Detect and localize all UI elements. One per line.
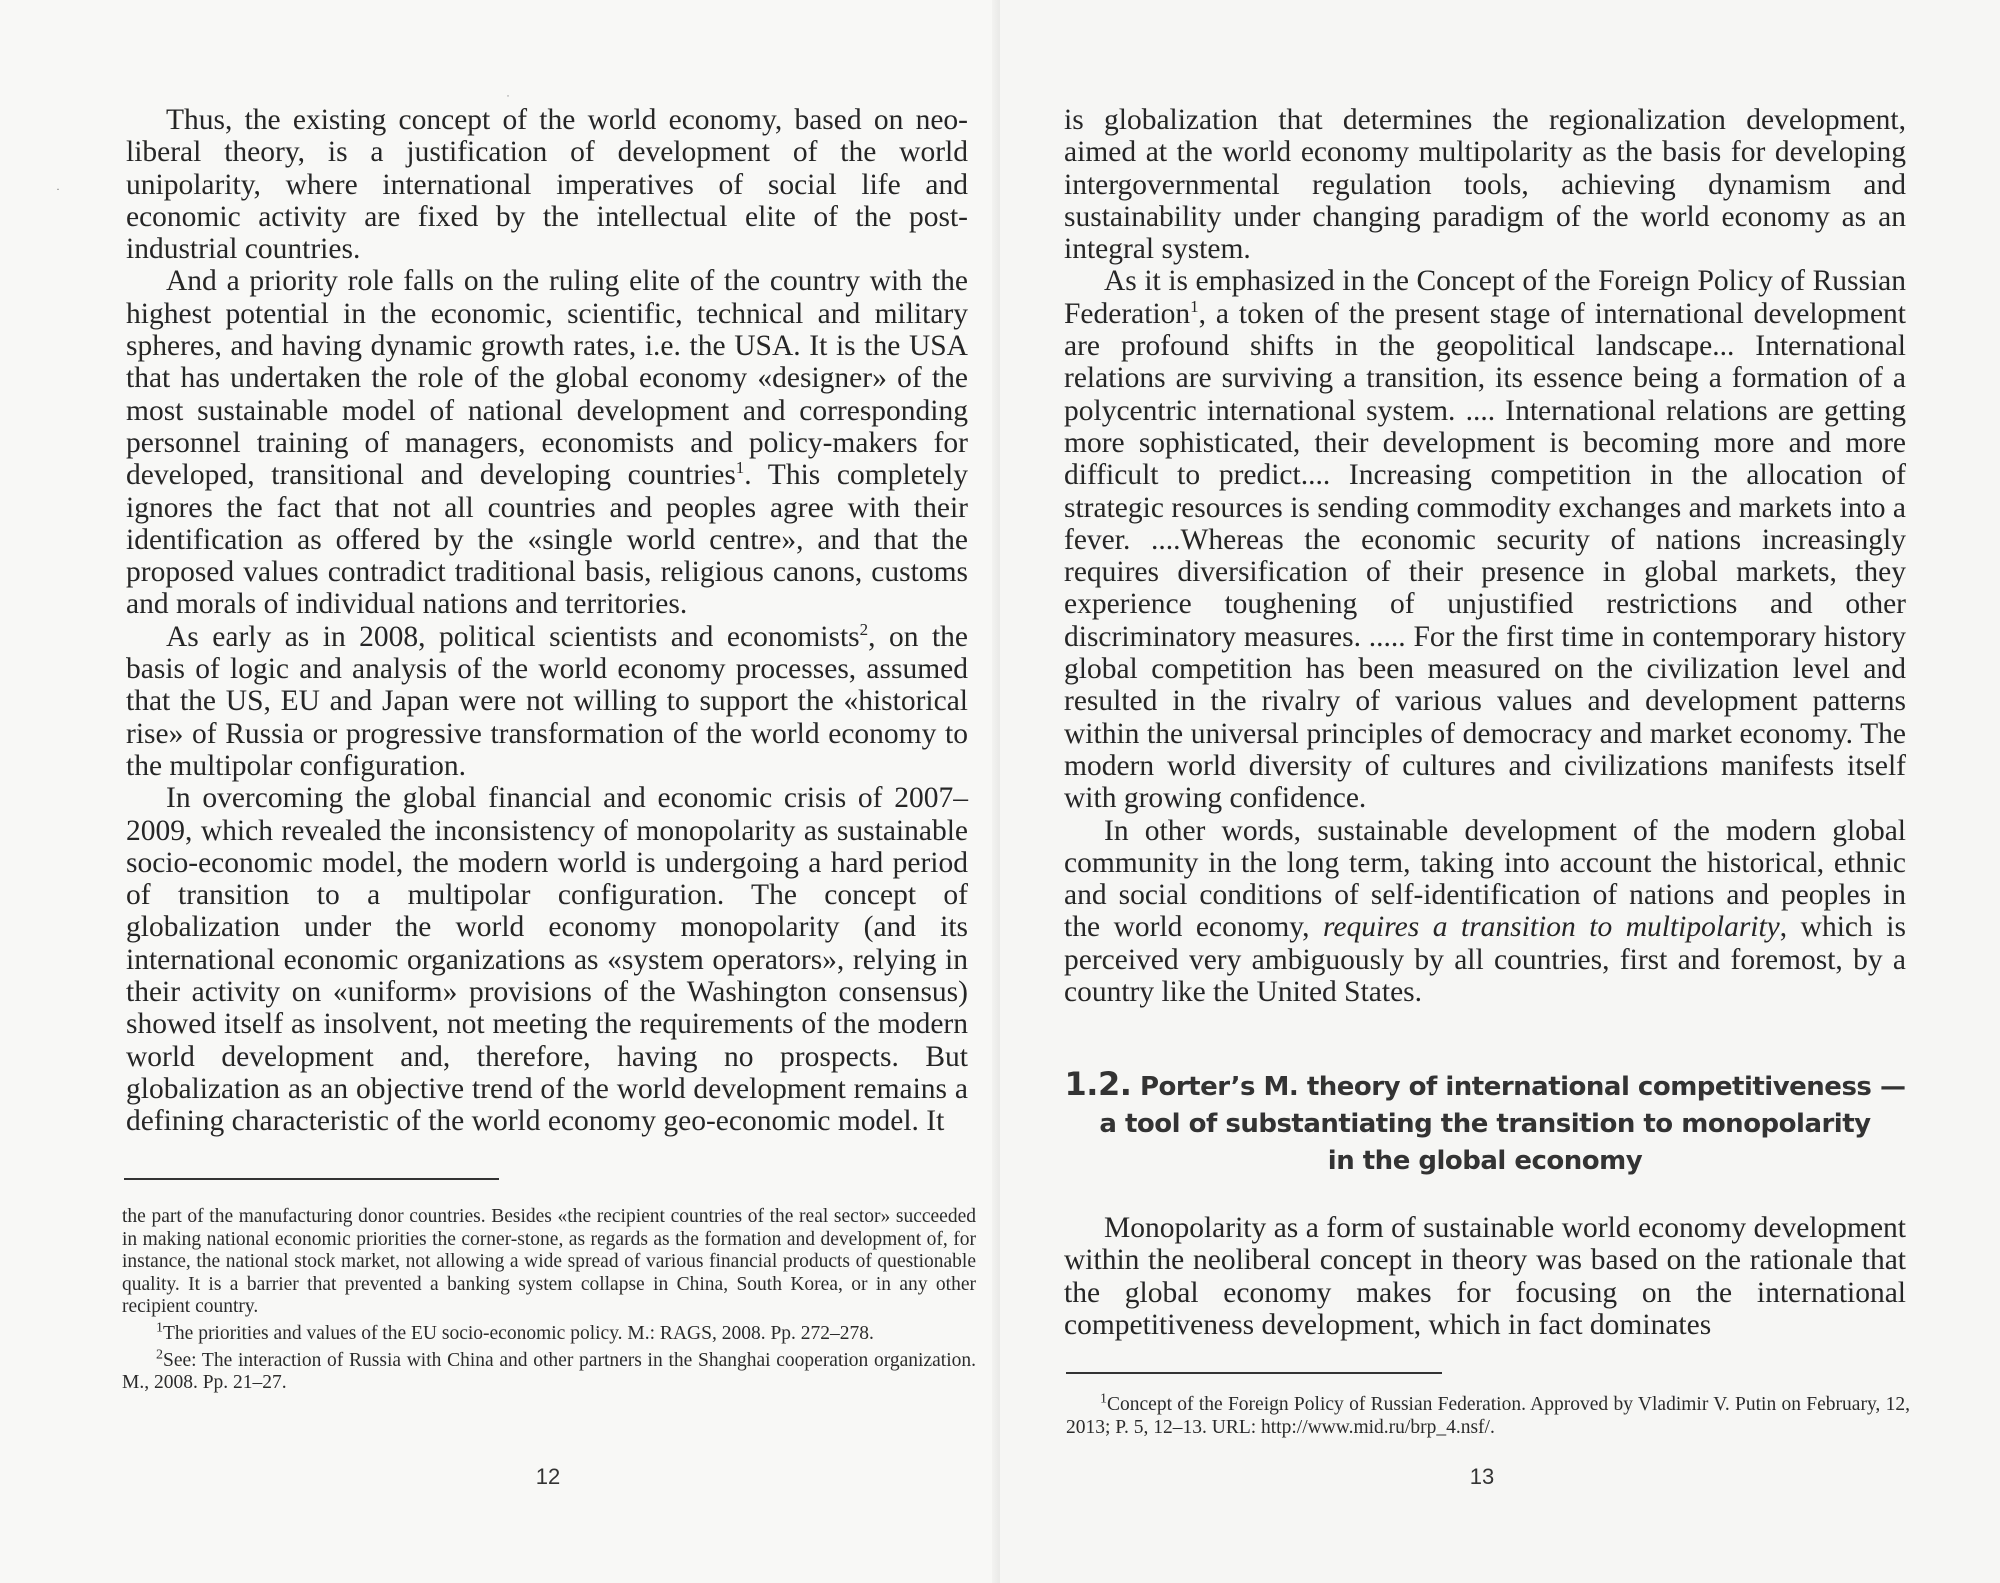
left-body-text [126,104,968,1138]
paragraph: In overcoming the global financial and economic crisis of 2007–2009, which revealed the inconsistency of monopolarity as sustainable socio-economic model, the modern world is undergoing a hard period of transition to a multipolar configuration. The concept of globalization under the world economy monopolarity (and its international economic organizations as «system operators», relying in their activity on «uniform» provisions of the Washington consensus) showed itself as insolvent, not meeting the requirements of the modern world development and, therefore, having no prospects. But globalization as an objective trend of the world development remains a defining characteristic of the world economy geo-economic model. It [126,782,968,1138]
right-footnotes [1066,1391,1910,1439]
scan-speck: ˙ [506,92,510,106]
paragraph: As early as in 2008, political scientists and economists$^2$, on the basis of logic and analysis of the world economy processes, assumed that the US, EU and Japan were not willing to support the «historical rise» of Russia or progressive transformation of the world economy to the multipolar configuration. [126,619,968,782]
footnote-1: $^1$The priorities and values of the EU socio-economic policy. M.: RAGS, 2008. Pp. 272–278. [156,1320,874,1344]
section-heading: 1.2. Porter’s M. theory of international competitiveness — a tool of substantiating the transition to monopolarity in the global economy [1064,1065,1906,1176]
paragraph: Monopolarity as a form of sustainable world economy development within the neoliberal concept in theory was based on the rationale that the global economy makes for focusing on the international competitiveness development, which in fact dominates [1064,1212,1906,1341]
footnote-2: $^2$See: The interaction of Russia with China and other partners in the Shanghai cooperation organization. M., 2008. Pp. 21–27. [122,1347,976,1394]
footnote-continuation: the part of the manufacturing donor countries. Besides «the recipient countries of the real sector» succeeded in making national economic priorities the corner-stone, as regards as the formation and development of, for instance, the national stock market, not allowing a wide spread of various financial products of questionable quality. It is a barrier that prevented a banking system collapse in China, South Korea, or in any other recipient country. [122,1206,976,1318]
footnote-divider [1066,1372,1442,1374]
right-page [1000,0,2000,1583]
scan-speck: · [56,182,60,196]
paragraph: In other words, sustainable development of the modern global community in the long term, taking into account the historical, ethnic and social conditions of self-identification of nations and peoples in the world economy, requires a transition to multipolarity, which is perceived very ambiguously by all countries, first and foremost, by a country like the United States. [1064,814,1906,1009]
footnote-ref: 1 [735,458,745,478]
paragraph: is globalization that determines the regionalization development, aimed at the world economy multipolarity as the basis for developing intergovernmental regulation tools, achieving dynamism and sustainability under changing paradigm of the world economy as an integral system. [1064,104,1906,266]
footnote-1: $^1$Concept of the Foreign Policy of Russian Federation. Approved by Vladimir V. Putin on February, 12, 2013; P. 5, 12–13. URL: http://www.mid.ru/brp_4.nsf/. [1066,1391,1910,1438]
left-footnotes [122,1206,976,1395]
footnote-ref: 1 [1190,296,1199,316]
footnote-ref: 2 [859,619,869,639]
footnote-divider [124,1178,499,1180]
paragraph: As it is emphasized in the Concept of the Foreign Policy of Russian Federation$^1$, a token of the present stage of international development are profound shifts in the geopolitical landscape... International relations are surviving a transition, its essence being a formation of a polycentric international system. .... International relations are getting more sophisticated, their development is becoming more and more difficult to predict.... Increasing competition in the allocation of strategic resources is sending commodity exchanges and markets into a fever. ....Whereas the economic security of nations increasingly requires diversification of their presence in global markets, they experience toughening of unjustified restrictions and other discriminatory measures. ..... For the first time in contemporary history global competition has been measured on the civilization level and resulted in the rivalry of various values and development patterns within the universal principles of democracy and market economy. The modern world diversity of cultures and civilizations manifests itself with growing confidence. [1064,265,1906,815]
page-number: 13 [1469,1464,1495,1489]
emphasis: requires a transition to multipolarity [1323,911,1780,944]
section-number: 1.2. [1064,1065,1132,1103]
right-body-text-after-heading [1064,1212,1906,1341]
paragraph: Thus, the existing concept of the world economy, based on neo-liberal theory, is a justification of development of the world unipolarity, where international imperatives of social life and economic activity are fixed by the intellectual elite of the post-industrial countries. [126,104,968,266]
right-body-text [1064,104,1906,1008]
paragraph: And a priority role falls on the ruling elite of the country with the highest potential in the economic, scientific, technical and military spheres, and having dynamic growth rates, i.e. the USA. It is the USA that has undertaken the role of the global economy «designer» of the most sustainable model of national development and corresponding personnel training of managers, economists and policy-makers for developed, transitional and developing countries$^1$. This completely ignores the fact that not all countries and peoples agree with their identification as offered by the «single world centre», and that the proposed values contradict traditional basis, religious canons, customs and morals of individual nations and territories. [126,265,968,621]
page-number: 12 [535,1464,561,1489]
